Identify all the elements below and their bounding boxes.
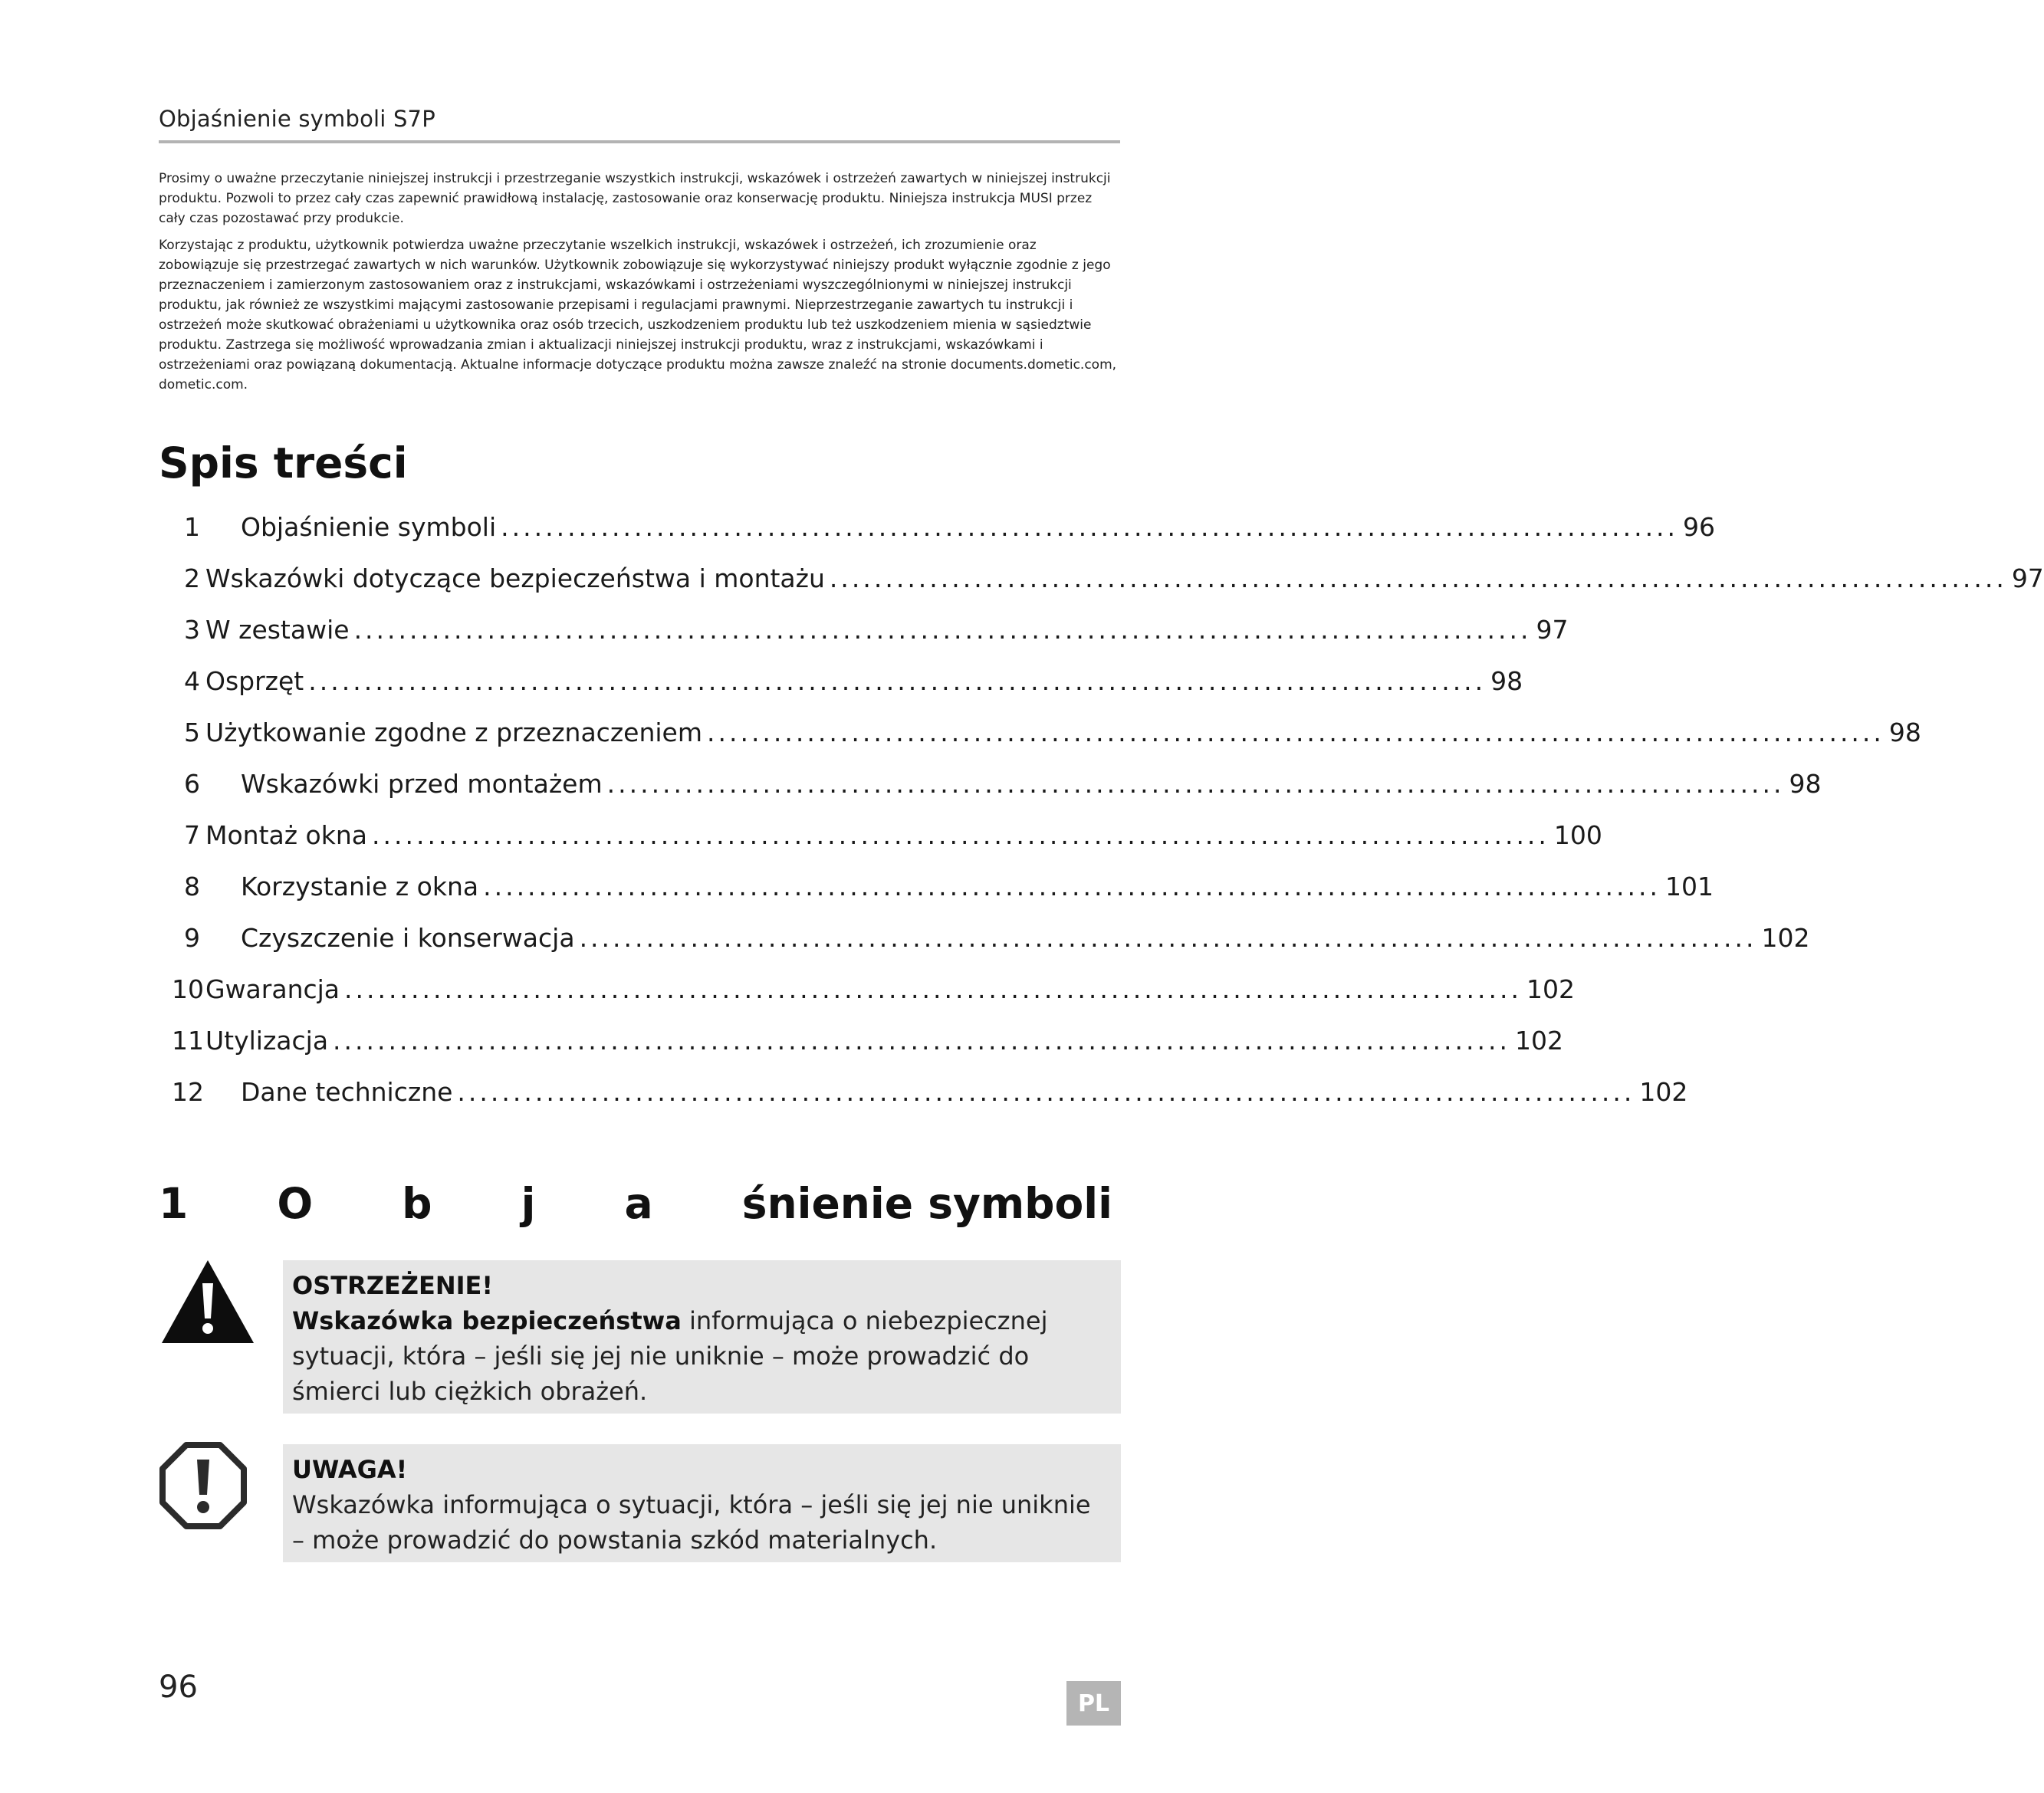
- toc-entry-number: 8: [184, 872, 200, 901]
- toc-entry-label: Wskazówki dotyczące bezpieczeństwa i montażu: [205, 563, 825, 593]
- warning-notice-text: [292, 1268, 1110, 1409]
- toc-entry-number: 5: [184, 718, 200, 747]
- toc-entry[interactable]: [172, 974, 1575, 1008]
- toc-entry-leader: ..........................................................................................................: [308, 666, 1487, 696]
- toc-entry[interactable]: [184, 923, 1810, 957]
- warning-text: informująca o niebezpiecznej sytuacji, która – jeśli się jej nie uniknie – może prowadzić do śmierci lub ciężkich obrażeń.: [292, 1306, 1048, 1406]
- toc-entry-number: 7: [184, 820, 200, 850]
- toc-entry[interactable]: [184, 615, 1569, 649]
- caution-notice-text: [292, 1452, 1110, 1558]
- section-heading-part: 1: [159, 1179, 189, 1228]
- toc-entry-leader: ..........................................................................................................: [706, 718, 1885, 747]
- toc-entry-label: Montaż okna: [205, 820, 367, 850]
- toc-entry-number: 11: [172, 1026, 204, 1056]
- intro-text: [159, 169, 1120, 402]
- toc-entry[interactable]: [184, 666, 1523, 700]
- warning-notice: [283, 1260, 1121, 1414]
- toc-entry-label: Użytkowanie zgodne z przeznaczeniem: [205, 718, 702, 747]
- caution-label: UWAGA!: [292, 1455, 408, 1484]
- warning-strong: Wskazówka bezpieczeństwa: [292, 1306, 682, 1335]
- section-heading-part: a: [624, 1179, 653, 1228]
- toc-entry-page: 96: [1683, 512, 1716, 542]
- toc-entry-page: 98: [1888, 718, 1921, 747]
- section-heading-part: j: [521, 1179, 536, 1228]
- toc-entry-label: Utylizacja: [205, 1026, 329, 1056]
- toc-entry-page: 102: [1639, 1077, 1688, 1107]
- toc-entry-page: 100: [1553, 820, 1602, 850]
- toc-entry[interactable]: [184, 512, 1716, 546]
- toc-entry-number: 4: [184, 666, 200, 696]
- toc-entry[interactable]: [184, 872, 1714, 905]
- toc-entry[interactable]: [172, 1026, 1563, 1059]
- toc-entry-page: 97: [2011, 563, 2044, 593]
- toc-entry-number: 9: [184, 923, 200, 953]
- section-1-heading: [159, 1179, 1112, 1228]
- toc-entry-page: 98: [1490, 666, 1523, 696]
- toc-entry-leader: ..........................................................................................................: [501, 512, 1679, 542]
- page-number: 96: [159, 1670, 198, 1705]
- caution-notice: [283, 1444, 1121, 1562]
- toc-entry-leader: ..........................................................................................................: [344, 974, 1522, 1004]
- toc-entry-leader: ..........................................................................................................: [579, 923, 1757, 953]
- section-heading-part: b: [402, 1179, 432, 1228]
- toc-entry-leader: ..........................................................................................................: [372, 820, 1549, 850]
- caution-octagon-icon: [159, 1441, 248, 1530]
- page-header-title: Objaśnienie symboli S7P: [159, 106, 435, 132]
- toc-entry-number: 2: [184, 563, 200, 593]
- intro-paragraph-2: Korzystając z produktu, użytkownik potwierdza uważne przeczytanie wszelkich instrukcji, wskazówek i ostrzeżeń, ich zrozumienie oraz zobowiązuje się przestrzegać zawartych w nich warunków. Użytkownik zobowiązuje się wykorzystywać niniejszy produkt wyłącznie zgodnie z jego przeznaczeniem i zamierzonym zastosowaniem oraz z instrukcjami, wskazówkami i ostrzeżeniami wyszczególnionymi w niniejszej instrukcji produktu, jak również ze wszystkimi mającymi zastosowanie przepisami i regulacjami prawnymi. Nieprzestrzeganie zawartych tu instrukcji i ostrzeżeń może skutkować obrażeniami u użytkownika oraz osób trzecich, uszkodzeniem produktu lub też uszkodzeniem mienia w sąsiedztwie produktu. Zastrzega się możliwość wprowadzania zmian i aktualizacji niniejszej instrukcji produktu, wraz z instrukcjami, wskazówkami i ostrzeżeniami oraz powiązaną dokumentacją. Aktualne informacje dotyczące produktu można zawsze znaleźć na stronie documents.dometic.com, dometic.com.: [159, 238, 1117, 392]
- toc-entry-page: 102: [1514, 1026, 1563, 1056]
- toc-entry[interactable]: [184, 820, 1602, 854]
- caution-description: Wskazówka informująca o sytuacji, która – jeśli się jej nie uniknie – może prowadzić do powstania szkód materialnych.: [292, 1490, 1091, 1555]
- toc-entry-leader: ..........................................................................................................: [483, 872, 1661, 901]
- toc-entry[interactable]: [184, 718, 1921, 751]
- toc-entry-leader: ..........................................................................................................: [457, 1077, 1635, 1107]
- toc-entry-page: 101: [1665, 872, 1714, 901]
- toc-entry-number: 3: [184, 615, 200, 645]
- toc-entry-leader: ..........................................................................................................: [353, 615, 1532, 645]
- toc-entry-label: W zestawie: [205, 615, 350, 645]
- header-divider: [159, 140, 1120, 143]
- toc-entry-number: 10: [172, 974, 204, 1004]
- warning-description: [292, 1303, 1110, 1409]
- intro-paragraph-1: Prosimy o uważne przeczytanie niniejszej instrukcji i przestrzeganie wszystkich instrukcji, wskazówek i ostrzeżeń zawartych w niniejszej instrukcji produktu. Pozwoli to przez cały czas zapewnić prawidłową instalację, zastosowanie oraz konserwację produktu. Niniejsza instrukcja MUSI przez cały czas pozostawać przy produkcie.: [159, 171, 1111, 226]
- section-heading-part: O: [277, 1179, 314, 1228]
- toc-entry-label: Dane techniczne: [241, 1077, 453, 1107]
- toc-entry-page: 97: [1536, 615, 1569, 645]
- toc-entry[interactable]: [184, 563, 2044, 597]
- toc-entry[interactable]: [184, 769, 1822, 803]
- toc-entry-page: 102: [1526, 974, 1575, 1004]
- toc-entry-number: 1: [184, 512, 200, 542]
- warning-label: OSTRZEŻENIE!: [292, 1271, 493, 1300]
- toc-entry-leader: ..........................................................................................................: [606, 769, 1785, 799]
- toc-entry-number: 6: [184, 769, 200, 799]
- toc-entry-number: 12: [172, 1077, 204, 1107]
- toc-entry-leader: ..........................................................................................................: [333, 1026, 1510, 1056]
- language-badge: PL: [1066, 1681, 1121, 1726]
- toc-entry-leader: ..........................................................................................................: [829, 563, 2007, 593]
- section-heading-part: śnienie symboli: [741, 1179, 1112, 1228]
- toc-title: Spis treści: [159, 438, 408, 488]
- toc-entry-label: Wskazówki przed montażem: [241, 769, 603, 799]
- toc-entry-label: Gwarancja: [205, 974, 340, 1004]
- toc-entry-label: Korzystanie z okna: [241, 872, 479, 901]
- toc-entry-page: 102: [1761, 923, 1810, 953]
- toc-entry-label: Objaśnienie symboli: [241, 512, 497, 542]
- toc-entry-label: Osprzęt: [205, 666, 304, 696]
- toc-entry-label: Czyszczenie i konserwacja: [241, 923, 575, 953]
- warning-triangle-icon: [159, 1257, 257, 1346]
- toc-entry[interactable]: [172, 1077, 1688, 1111]
- toc-entry-page: 98: [1789, 769, 1822, 799]
